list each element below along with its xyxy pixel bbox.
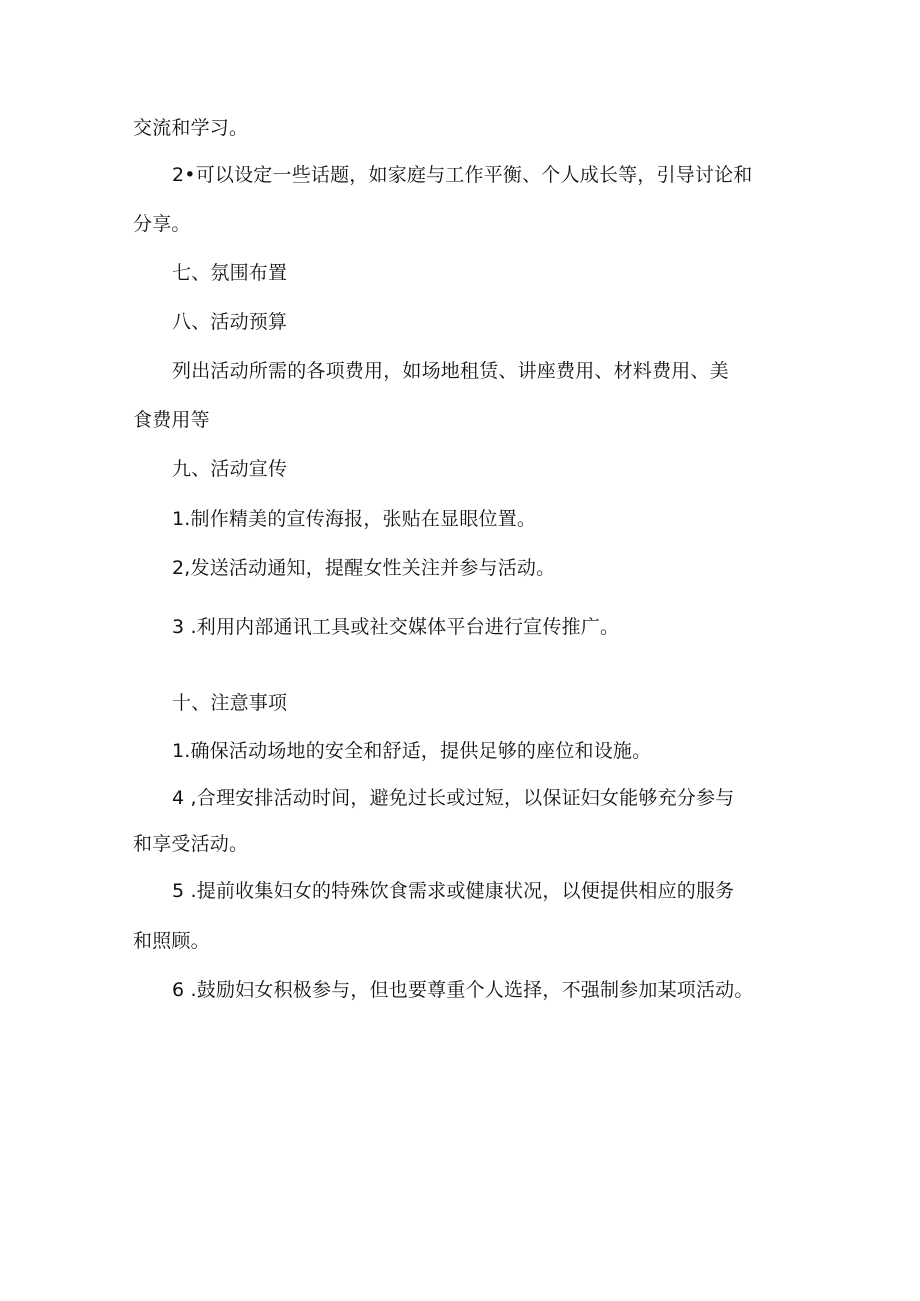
text-line-continuation: 食费用等: [133, 409, 210, 431]
section-heading-10: 十、注意事项: [172, 692, 288, 714]
text-line-continuation: 交流和学习。: [133, 117, 249, 139]
list-item-notes-1: 1.确保活动场地的安全和舒适，提供足够的座位和设施。: [172, 740, 652, 762]
section-heading-8: 八、活动预算: [172, 311, 288, 333]
section-heading-7: 七、氛围布置: [172, 262, 288, 284]
list-item-notes-4: 4 ,合理安排活动时间，避免过长或过短，以保证妇女能够充分参与: [172, 787, 735, 809]
paragraph-budget: 列出活动所需的各项费用，如场地租赁、讲座费用、材料费用、美: [172, 360, 729, 382]
text-line-continuation: 和照顾。: [133, 930, 210, 952]
list-item-notes-5: 5 .提前收集妇女的特殊饮食需求或健康状况，以便提供相应的服务: [172, 880, 735, 902]
text-line-continuation: 分享。: [133, 213, 191, 235]
text-line-continuation: 和享受活动。: [133, 833, 249, 855]
text-line-item-2: 2•可以设定一些话题，如家庭与工作平衡、个人成长等，引导讨论和: [172, 164, 753, 186]
section-heading-9: 九、活动宣传: [172, 458, 288, 480]
list-item-notes-6: 6 .鼓励妇女积极参与，但也要尊重个人选择，不强制参加某项活动。: [172, 979, 754, 1001]
list-item-promo-2: 2,发送活动通知，提醒女性关注并参与活动。: [172, 557, 556, 579]
list-item-promo-1: 1.制作精美的宣传海报，张贴在显眼位置。: [172, 508, 537, 530]
list-item-promo-3: 3 .利用内部通讯工具或社交媒体平台进行宣传推广。: [172, 616, 620, 638]
